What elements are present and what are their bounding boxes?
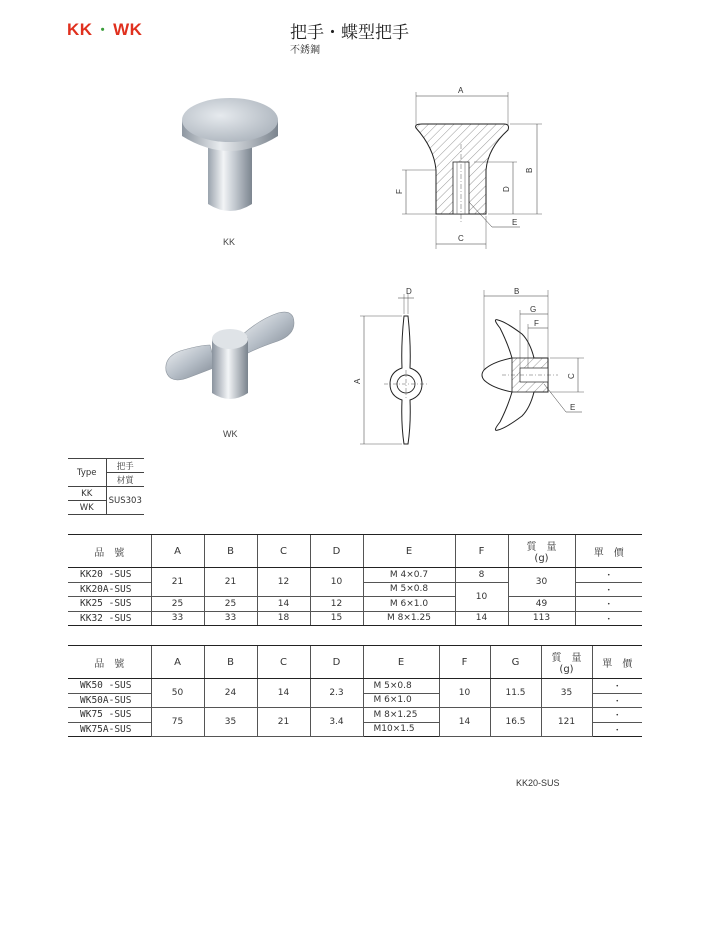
kk-col-d: D xyxy=(310,535,363,568)
table-row: WK75A-SUS M10×1.5 ・ xyxy=(68,722,642,737)
table-row: WK50 -SUS 50 24 14 2.3 M 5×0.8 10 11.5 35 ・ xyxy=(68,679,642,694)
kk-header-row xyxy=(68,535,642,568)
wk-col-code: 品 號 xyxy=(68,646,151,679)
kk-knob-photo xyxy=(178,92,283,222)
kk-dim-e-label: E xyxy=(512,218,518,227)
table-row: WK50A-SUS M 6×1.0 ・ xyxy=(68,693,642,708)
wk-col-g: G xyxy=(490,646,541,679)
table-row: KK25 -SUS 25 25 14 12 M 6×1.0 49 ・ xyxy=(68,597,642,612)
wk-col-d: D xyxy=(310,646,363,679)
page-title: 把手・蝶型把手 xyxy=(290,23,409,43)
handle-header: 把手 xyxy=(106,459,144,473)
wk-front-dim-e-label: E xyxy=(570,403,576,412)
page-subtitle: 不銹鋼 xyxy=(290,45,320,56)
kk-dim-a-label: A xyxy=(458,86,464,95)
brand-separator: ・ xyxy=(95,22,111,38)
wk-caption: WK xyxy=(223,429,238,439)
wk-col-b: B xyxy=(204,646,257,679)
material-header: 材質 xyxy=(106,473,144,487)
type-kk: KK xyxy=(68,487,106,501)
kk-col-a: A xyxy=(151,535,204,568)
table-row: KK20 -SUS 21 21 12 10 M 4×0.7 8 30 ・ xyxy=(68,568,642,583)
wk-col-a: A xyxy=(151,646,204,679)
wk-spec-table xyxy=(68,645,642,737)
table-row: KK20A-SUS M 5×0.8 10 ・ xyxy=(68,582,642,597)
kk-col-c: C xyxy=(257,535,310,568)
wk-front-dim-g-label: G xyxy=(530,305,537,314)
footer-product-code: KK20-SUS xyxy=(516,778,560,788)
wk-col-weight: 質 量 (g) xyxy=(541,646,592,679)
wk-front-drawing xyxy=(472,284,592,450)
kk-col-weight: 質 量 (g) xyxy=(508,535,575,568)
kk-dim-f-label: F xyxy=(395,189,404,194)
kk-dim-c-label: C xyxy=(458,234,464,243)
wk-col-f: F xyxy=(439,646,490,679)
wk-col-e: E xyxy=(363,646,439,679)
kk-caption: KK xyxy=(223,237,236,247)
wk-header-row xyxy=(68,646,642,679)
wk-col-c: C xyxy=(257,646,310,679)
wk-side-dim-d-label: D xyxy=(406,287,412,296)
wk-col-price: 單 價 xyxy=(592,646,642,679)
kk-col-code: 品 號 xyxy=(68,535,151,568)
kk-dim-b-label: B xyxy=(525,167,534,173)
kk-col-price: 單 價 xyxy=(575,535,642,568)
kk-col-b: B xyxy=(204,535,257,568)
wk-front-dim-f-label: F xyxy=(534,319,539,328)
wk-front-dim-b-label: B xyxy=(514,287,520,296)
table-row: WK75 -SUS 75 35 21 3.4 M 8×1.25 14 16.5 121 ・ xyxy=(68,708,642,723)
type-wk: WK xyxy=(68,501,106,515)
kk-dim-d-label: D xyxy=(502,186,511,192)
brand-logo xyxy=(67,20,142,40)
wk-front-dim-c-label: C xyxy=(567,373,576,379)
type-header: Type xyxy=(68,459,106,487)
kk-section-drawing xyxy=(392,84,552,254)
wk-side-dim-a-label: A xyxy=(353,378,362,384)
brand-wk: WK xyxy=(113,20,143,39)
material-value: SUS303 xyxy=(106,487,144,515)
kk-col-e: E xyxy=(363,535,455,568)
kk-col-f: F xyxy=(455,535,508,568)
table-row: KK32 -SUS 33 33 18 15 M 8×1.25 14 113 ・ xyxy=(68,611,642,626)
kk-spec-table xyxy=(68,534,642,626)
wk-wing-knob-photo xyxy=(160,305,300,410)
wk-side-drawing xyxy=(350,284,440,450)
material-table xyxy=(68,458,144,515)
brand-kk: KK xyxy=(67,20,93,39)
